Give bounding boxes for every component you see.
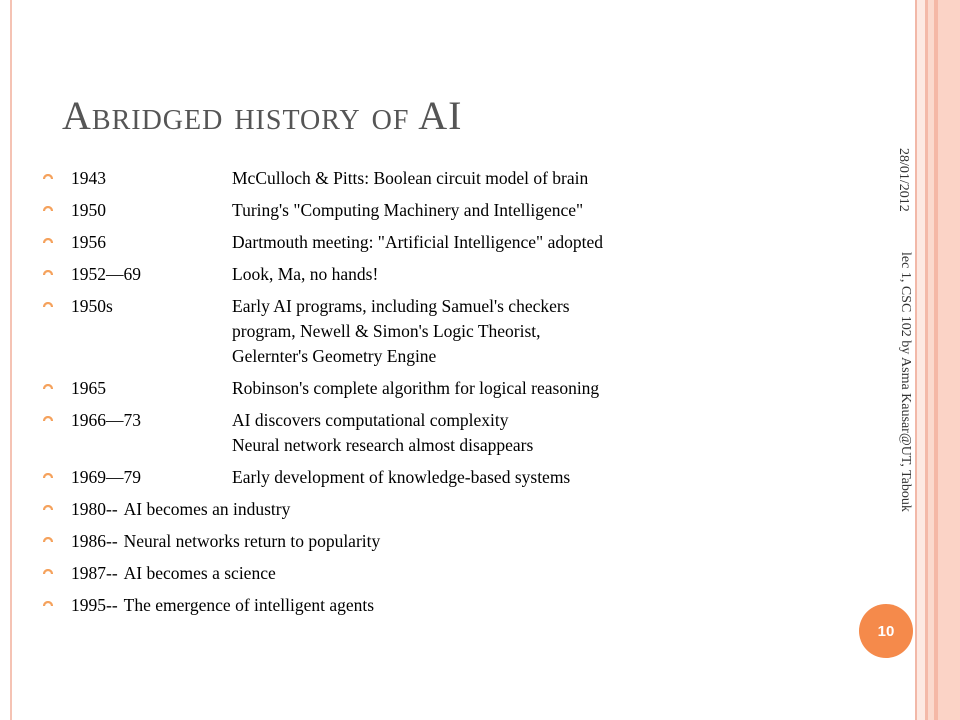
history-item [43, 529, 863, 554]
history-description: Neural networks return to popularity [123, 531, 381, 551]
bullet-icon [43, 537, 53, 547]
right-stripe-decoration [915, 0, 960, 720]
bullet-icon [43, 601, 53, 611]
history-description [232, 408, 533, 458]
history-year: 1966—73 [71, 410, 141, 430]
history-year: 1986-- [71, 531, 118, 551]
bullet-icon [43, 473, 53, 483]
history-description-line: Robinson's complete algorithm for logical reasoning [232, 378, 600, 398]
history-description: AI becomes a science [123, 563, 276, 583]
bullet-icon [43, 206, 53, 216]
history-description [232, 230, 603, 255]
bullet-icon [43, 384, 53, 394]
slide-credit: lec 1, CSC 102 by Asma Kausar@UT, Tabouk [898, 252, 913, 512]
history-description [232, 198, 583, 223]
history-item [43, 166, 863, 191]
history-year: 1943 [71, 168, 106, 188]
slide-date: 28/01/2012 [896, 148, 911, 212]
history-item [43, 198, 863, 223]
history-item [43, 230, 863, 255]
history-description [232, 166, 588, 191]
bullet-icon [43, 174, 53, 184]
history-description-line: Early AI programs, including Samuel's checkers [232, 296, 570, 316]
history-year: 1995-- [71, 595, 118, 615]
history-list [43, 166, 863, 625]
page-number: 10 [877, 622, 895, 640]
bullet-icon [43, 270, 53, 280]
history-item [43, 465, 863, 490]
history-description [232, 294, 570, 369]
history-description-line: AI discovers computational complexity [232, 410, 509, 430]
history-description-line: Turing's "Computing Machinery and Intelligence" [232, 200, 584, 220]
history-item [43, 593, 863, 618]
history-description [232, 376, 599, 401]
left-border-decoration [10, 0, 12, 720]
history-year: 1956 [71, 232, 106, 252]
history-description-line: Gelernter's Geometry Engine [232, 346, 437, 366]
bullet-icon [43, 238, 53, 248]
bullet-icon [43, 416, 53, 426]
history-description: The emergence of intelligent agents [123, 595, 375, 615]
bullet-icon [43, 569, 53, 579]
history-year: 1980-- [71, 499, 118, 519]
slide-title: Abridged history of AI [62, 93, 463, 138]
history-year: 1950s [71, 296, 113, 316]
history-item [43, 294, 863, 369]
history-description-line: Early development of knowledge-based systems [232, 467, 571, 487]
history-description: AI becomes an industry [123, 499, 291, 519]
history-description-line: Look, Ma, no hands! [232, 264, 379, 284]
page-number-badge [859, 604, 913, 658]
history-description-line: program, Newell & Simon's Logic Theorist, [232, 321, 541, 341]
history-item [43, 561, 863, 586]
bullet-icon [43, 302, 53, 312]
history-year: 1950 [71, 200, 106, 220]
history-year: 1987-- [71, 563, 118, 583]
history-description [232, 465, 570, 490]
history-item [43, 376, 863, 401]
bullet-icon [43, 505, 53, 515]
history-year: 1969—79 [71, 467, 141, 487]
history-item [43, 408, 863, 458]
history-item [43, 497, 863, 522]
history-description-line: Dartmouth meeting: "Artificial Intelligence" adopted [232, 232, 603, 252]
history-description-line: McCulloch & Pitts: Boolean circuit model of brain [232, 168, 589, 188]
history-item [43, 262, 863, 287]
history-description-line: Neural network research almost disappears [232, 435, 534, 455]
history-year: 1965 [71, 378, 106, 398]
history-year: 1952—69 [71, 264, 141, 284]
history-description [232, 262, 378, 287]
